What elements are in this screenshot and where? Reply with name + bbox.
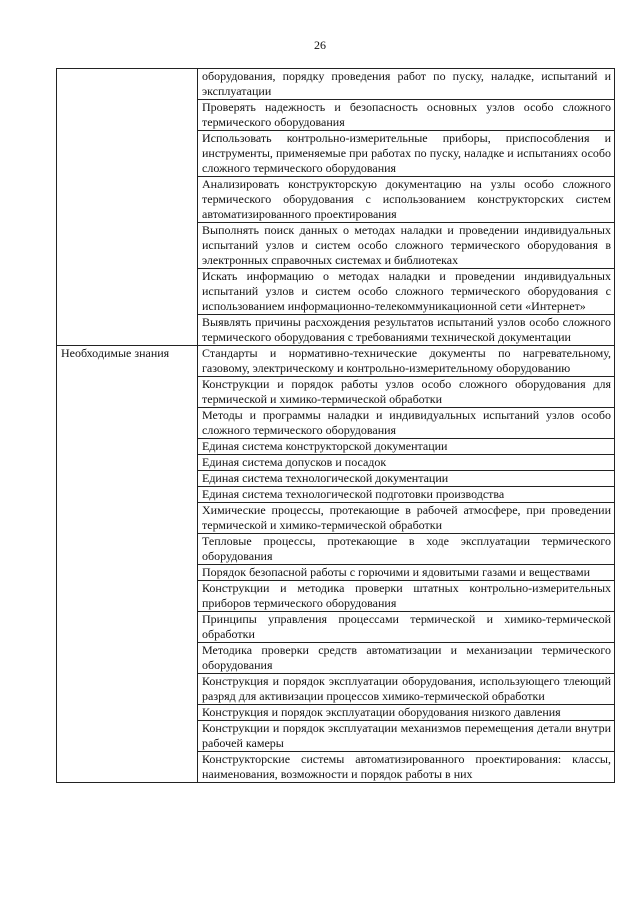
requirement-text: Конструкции и порядок работы узлов особо сложного оборудования для термической и химико-термической обработки <box>202 377 611 406</box>
requirement-text: оборудования, порядку проведения работ по пуску, наладке, испытаний и эксплуатации <box>202 69 611 98</box>
requirement-cell <box>198 131 615 177</box>
requirement-text: Конструкция и порядок эксплуатации оборудования низкого давления <box>202 705 561 719</box>
requirement-cell <box>198 177 615 223</box>
requirement-cell <box>198 100 615 131</box>
page-number: 26 <box>314 38 326 52</box>
requirement-cell <box>198 721 615 752</box>
requirement-text: Единая система технологической подготовки производства <box>202 487 505 501</box>
group-label-cell <box>57 346 198 783</box>
requirement-text: Единая система конструкторской документации <box>202 439 448 453</box>
requirement-text: Химические процессы, протекающие в рабочей атмосфере, при проведении термической и химико-термической обработки <box>202 503 611 532</box>
requirement-cell <box>198 503 615 534</box>
requirement-text: Единая система допусков и посадок <box>202 455 387 469</box>
requirement-text: Конструкция и порядок эксплуатации оборудования, использующего тлеющий разряд для активизации процессов химико-термической обработки <box>202 674 611 703</box>
requirement-cell <box>198 315 615 346</box>
competency-table-body <box>57 69 615 783</box>
requirement-text: Проверять надежность и безопасность основных узлов особо сложного термического оборудования <box>202 100 611 129</box>
requirement-cell <box>198 269 615 315</box>
requirement-text: Методы и программы наладки и индивидуальных испытаний узлов особо сложного термического оборудования <box>202 408 611 437</box>
group-label-cell <box>57 69 198 346</box>
requirement-cell <box>198 439 615 455</box>
requirement-text: Порядок безопасной работы с горючими и ядовитыми газами и веществами <box>202 565 591 579</box>
competency-table <box>56 68 615 783</box>
requirement-text: Выявлять причины расхождения результатов испытаний узлов особо сложного термического оборудования с требованиями технической документации <box>202 315 611 344</box>
requirement-text: Использовать контрольно-измерительные приборы, приспособления и инструменты, применяемые при работах по пуску, наладке и испытаниях особо сложного термического оборудования <box>202 131 611 175</box>
requirement-cell <box>198 674 615 705</box>
requirement-cell <box>198 643 615 674</box>
requirement-text: Методика проверки средств автоматизации и механизации термического оборудования <box>202 643 611 672</box>
requirement-cell <box>198 223 615 269</box>
requirement-cell <box>198 69 615 100</box>
requirement-cell <box>198 455 615 471</box>
requirement-text: Выполнять поиск данных о методах наладки и проведении индивидуальных испытаний узлов и систем особо сложного термического оборудования в электронных справочных системах и библиотеках <box>202 223 611 267</box>
requirement-text: Анализировать конструкторскую документацию на узлы особо сложного термического оборудования с использованием конструкторских систем автоматизированного проектирования <box>202 177 611 221</box>
requirement-text: Искать информацию о методах наладки и проведении индивидуальных испытаний узлов и систем особо сложного термического оборудования с использованием информационно-телекоммуникационной сети «Интернет» <box>202 269 611 313</box>
requirement-cell <box>198 487 615 503</box>
requirement-cell <box>198 612 615 643</box>
requirement-cell <box>198 565 615 581</box>
requirement-cell <box>198 346 615 377</box>
requirement-text: Стандарты и нормативно-технические документы по нагревательному, газовому, электрическому и контрольно-измерительному оборудованию <box>202 346 611 375</box>
requirement-text: Конструкции и методика проверки штатных контрольно-измерительных приборов термического оборудования <box>202 581 611 610</box>
requirement-cell <box>198 471 615 487</box>
requirement-text: Конструкции и порядок эксплуатации механизмов перемещения детали внутри рабочей камеры <box>202 721 611 750</box>
table-row <box>57 69 615 100</box>
table-row <box>57 346 615 377</box>
group-label: Необходимые знания <box>61 346 170 360</box>
requirement-cell <box>198 534 615 565</box>
requirement-cell <box>198 581 615 612</box>
requirement-cell <box>198 408 615 439</box>
requirement-cell <box>198 705 615 721</box>
requirement-text: Единая система технологической документации <box>202 471 449 485</box>
requirement-text: Принципы управления процессами термической и химико-термической обработки <box>202 612 611 641</box>
requirement-text: Тепловые процессы, протекающие в ходе эксплуатации термического оборудования <box>202 534 611 563</box>
requirement-text: Конструкторские системы автоматизированного проектирования: классы, наименования, возможности и порядок работы в них <box>202 752 611 781</box>
requirement-cell <box>198 377 615 408</box>
requirement-cell <box>198 752 615 783</box>
